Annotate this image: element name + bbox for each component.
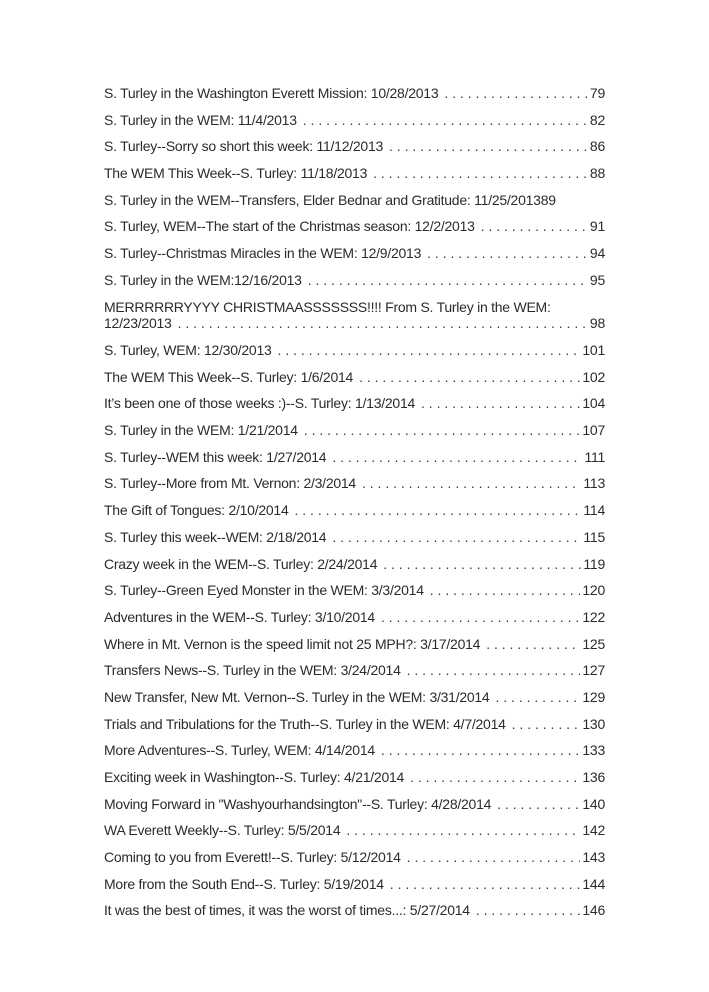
dot-leader [295,501,582,519]
toc-entry-title: S. Turley, WEM--The start of the Christmas season: 12/2/2013 [104,218,475,235]
toc-entry-title: S. Turley in the WEM: 11/4/2013 [104,111,297,128]
toc-entry[interactable] [104,901,605,928]
toc-entry-title: S. Turley in the WEM:12/16/2013 [104,271,302,288]
dot-leader [390,875,581,893]
toc-entry-page: 82 [589,111,605,128]
toc-entry-title: It was the best of times, it was the worst of times...: 5/27/2014 [104,902,470,919]
dot-leader [497,795,580,813]
dot-leader [346,821,580,839]
dot-leader [389,137,588,155]
toc-entry-title: S. Turley in the Washington Everett Mission: 10/28/2013 [104,85,439,101]
toc-entry-page: 127 [582,662,605,679]
toc-entry-title: The Gift of Tongues: 2/10/2014 [104,502,289,519]
toc-entry[interactable] [104,137,605,164]
toc-entry[interactable] [104,111,605,138]
toc-entry[interactable] [104,608,605,635]
toc-entry-page: 104 [582,395,605,412]
toc-entry[interactable] [104,421,605,448]
dot-leader [303,111,588,129]
toc-entry-title: The WEM This Week--S. Turley: 11/18/2013 [104,165,368,182]
toc-entry-page: 125 [582,635,605,652]
dot-leader [178,314,588,332]
toc-entry[interactable] [104,501,605,528]
toc-entry-page: 91 [589,218,605,235]
toc-entry-title: Moving Forward in "Washyourhandsington"--S. Turley: 4/28/2014 [104,795,492,812]
toc-entry-page: 115 [583,528,605,545]
toc-entry-page: 88 [589,165,605,182]
toc-entry[interactable] [104,271,605,298]
toc-entry-page: 130 [582,715,605,732]
toc-entry-page: 107 [582,422,605,439]
dot-leader [278,341,581,359]
toc-entry-title: Exciting week in Washington--S. Turley: 4/21/2014 [104,769,405,785]
dot-leader [486,635,580,653]
toc-entry-page: 119 [583,555,605,572]
toc-entry[interactable] [104,528,605,555]
toc-entry[interactable] [104,298,605,342]
toc-entry-page: 142 [582,822,605,839]
dot-leader [381,608,580,626]
toc-entry-page: 111 [584,448,605,465]
toc-entry-title: The WEM This Week--S. Turley: 1/6/2014 [104,368,354,385]
dot-leader [410,768,580,786]
toc-entry-page: 113 [583,475,605,492]
toc-entry-title: WA Everett Weekly--S. Turley: 5/5/2014 [104,822,341,839]
dot-leader [332,448,582,466]
toc-entry-title: S. Turley--More from Mt. Vernon: 2/3/2014 [104,475,356,492]
toc-entry-title: S. Turley, WEM: 12/30/2013 [104,342,272,358]
toc-entry-title: Coming to you from Everett!--S. Turley: 5/12/2014 [104,849,401,866]
toc-entry-title: It’s been one of those weeks :)--S. Turley: 1/13/2014 [104,395,416,412]
dot-leader [407,848,581,866]
dot-leader [308,271,588,289]
toc-entry-page: 98 [589,314,605,331]
dot-leader [421,394,580,412]
dot-leader [512,715,581,733]
toc-entry-page: 95 [589,271,605,288]
toc-entry[interactable] [104,795,605,822]
toc-entry[interactable] [104,555,605,582]
toc-entry-title: Trials and Tribulations for the Truth--S. Turley in the WEM: 4/7/2014 [104,715,506,732]
toc-entry-page: 129 [582,688,605,705]
toc-entry[interactable] [104,164,605,191]
toc-entry[interactable] [104,821,605,848]
toc-entry[interactable] [104,191,605,218]
toc-entry-title: S. Turley--Green Eyed Monster in the WEM: 3/3/2014 [104,582,424,599]
toc-entry[interactable] [104,368,605,395]
toc-entry[interactable] [104,635,605,662]
dot-leader [383,555,581,573]
toc-entry[interactable] [104,848,605,875]
toc-entry-title: S. Turley in the WEM: 1/21/2014 [104,422,298,439]
toc-entry[interactable] [104,688,605,715]
toc-entry[interactable] [104,741,605,768]
toc-entry-page: 79 [589,85,605,101]
toc-entry-title: S. Turley in the WEM--Transfers, Elder Bednar and Gratitude: 11/25/2013 [104,191,541,208]
toc-entry-title-line-2: 12/23/2013 [104,314,172,331]
dot-leader [373,164,588,182]
toc-entry-page: 136 [582,769,605,785]
toc-entry[interactable] [104,448,605,475]
toc-entry-page: 94 [589,245,605,262]
dot-leader [332,528,581,546]
dot-leader [495,688,580,706]
toc-entry-page: 114 [583,502,605,519]
toc-entry-page: 146 [582,902,605,919]
dot-leader [481,217,588,235]
toc-entry[interactable] [104,581,605,608]
dot-leader [430,581,581,599]
toc-entry-title: More from the South End--S. Turley: 5/19/2014 [104,875,384,892]
toc-entry-page: 120 [582,582,605,599]
toc-entry-page: 101 [582,342,605,358]
toc-entry-title: Where in Mt. Vernon is the speed limit not 25 MPH?: 3/17/2014 [104,635,481,652]
toc-entry-title: Transfers News--S. Turley in the WEM: 3/24/2014 [104,662,401,679]
toc-entry-title: More Adventures--S. Turley, WEM: 4/14/2014 [104,742,375,759]
toc-entry[interactable] [104,474,605,501]
toc-entry-title: Adventures in the WEM--S. Turley: 3/10/2014 [104,608,375,625]
toc-entry-page: 86 [589,138,605,155]
toc-entry-page: 133 [582,742,605,759]
dot-leader [427,244,588,262]
toc-entry[interactable] [104,715,605,742]
dot-leader [444,84,588,102]
dot-leader [476,901,581,919]
toc-entry-page: 122 [582,608,605,625]
toc-entry[interactable] [104,341,605,368]
dot-leader [362,474,581,492]
toc-entry-title: Crazy week in the WEM--S. Turley: 2/24/2014 [104,555,378,572]
toc-entry-page: 89 [540,191,556,208]
dot-leader [381,741,580,759]
toc-entry-title: S. Turley--Christmas Miracles in the WEM: 12/9/2013 [104,245,422,262]
toc-entry-title: S. Turley--WEM this week: 1/27/2014 [104,448,327,465]
toc-entry-page: 144 [582,875,605,892]
toc-entry-title: S. Turley--Sorry so short this week: 11/12/2013 [104,138,384,155]
toc-entry-title-line-1: MERRRRRRYYYY CHRISTMAASSSSSSS!!!! From S. Turley in the WEM: [104,298,551,315]
toc-entry[interactable] [104,394,605,421]
toc-entry-page: 102 [582,368,605,385]
toc-entry[interactable] [104,661,605,688]
table-of-contents [104,84,605,928]
toc-entry[interactable] [104,875,605,902]
toc-entry[interactable] [104,84,605,111]
dot-leader [359,368,580,386]
toc-entry[interactable] [104,768,605,795]
toc-entry-page: 143 [582,849,605,866]
dot-leader [407,661,581,679]
toc-entry[interactable] [104,217,605,244]
toc-entry[interactable] [104,244,605,271]
dot-leader [304,421,581,439]
toc-entry-title: New Transfer, New Mt. Vernon--S. Turley in the WEM: 3/31/2014 [104,688,490,705]
toc-entry-title: S. Turley this week--WEM: 2/18/2014 [104,528,327,545]
toc-entry-page: 140 [582,795,605,812]
